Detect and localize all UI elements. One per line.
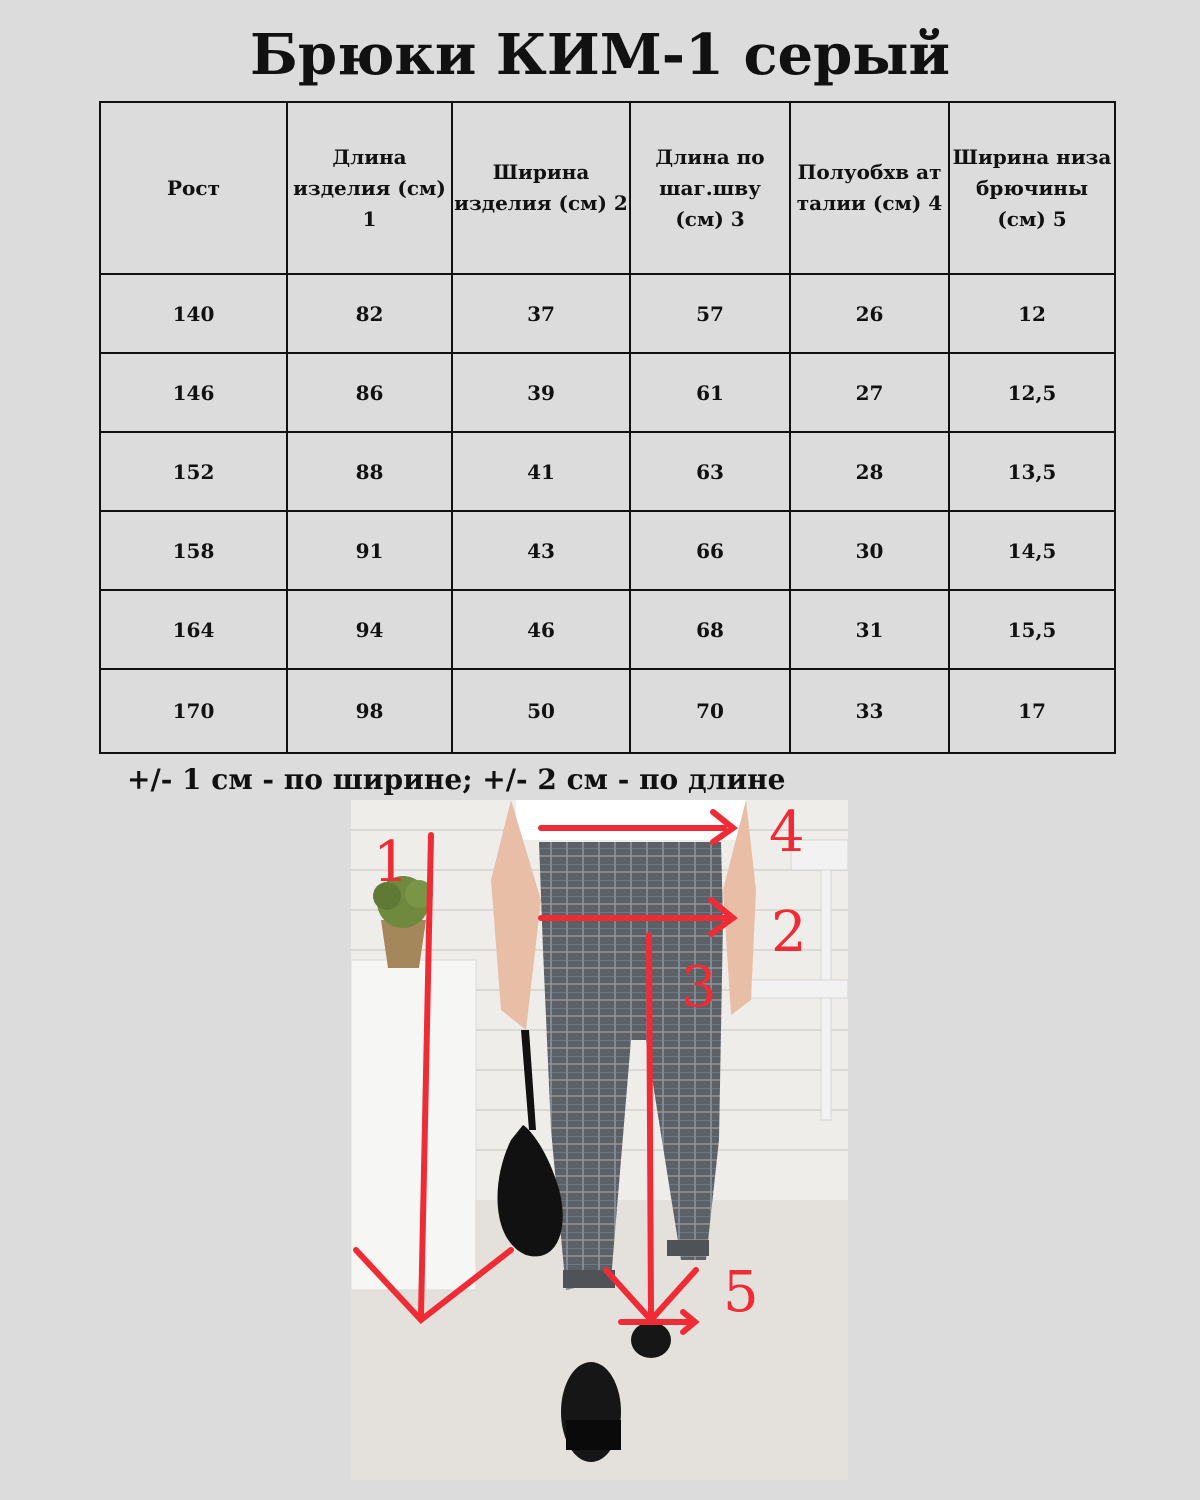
table-cell: 46	[452, 590, 630, 669]
table-cell: 91	[287, 511, 452, 590]
table-row	[100, 274, 1115, 353]
size-table	[99, 101, 1116, 754]
header-inseam: Длина по шаг.шву (см) 3	[630, 102, 790, 274]
table-cell: 88	[287, 432, 452, 511]
table-cell: 146	[100, 353, 287, 432]
table-cell: 28	[790, 432, 949, 511]
table-cell: 43	[452, 511, 630, 590]
table-row	[100, 590, 1115, 669]
table-cell: 50	[452, 669, 630, 753]
table-cell: 86	[287, 353, 452, 432]
table-cell: 12	[949, 274, 1115, 353]
table-cell: 39	[452, 353, 630, 432]
product-photo	[351, 800, 848, 1480]
table-cell: 63	[630, 432, 790, 511]
table-cell: 82	[287, 274, 452, 353]
tolerance-note: +/- 1 см - по ширине; +/- 2 см - по длине	[127, 763, 786, 796]
table-cell: 14,5	[949, 511, 1115, 590]
table-cell: 98	[287, 669, 452, 753]
header-leg-opening: Ширина низа брючины (см) 5	[949, 102, 1115, 274]
header-height: Рост	[100, 102, 287, 274]
measure-marker-2: 2	[771, 900, 807, 965]
table-cell: 70	[630, 669, 790, 753]
table-cell: 33	[790, 669, 949, 753]
table-cell: 27	[790, 353, 949, 432]
table-cell: 26	[790, 274, 949, 353]
table-cell: 12,5	[949, 353, 1115, 432]
table-cell: 152	[100, 432, 287, 511]
measure-marker-5: 5	[723, 1260, 759, 1325]
table-header-row	[100, 102, 1115, 274]
table-cell: 30	[790, 511, 949, 590]
table-row	[100, 432, 1115, 511]
measure-marker-4: 4	[769, 800, 805, 865]
table-cell: 94	[287, 590, 452, 669]
table-cell: 15,5	[949, 590, 1115, 669]
table-cell: 17	[949, 669, 1115, 753]
header-half-waist: Полуобхв ат талии (см) 4	[790, 102, 949, 274]
table-row	[100, 669, 1115, 753]
table-cell: 37	[452, 274, 630, 353]
table-cell: 31	[790, 590, 949, 669]
table-cell: 57	[630, 274, 790, 353]
table-cell: 170	[100, 669, 287, 753]
measure-marker-1: 1	[373, 830, 409, 895]
table-cell: 61	[630, 353, 790, 432]
table-cell: 140	[100, 274, 287, 353]
table-cell: 158	[100, 511, 287, 590]
page-title: Брюки КИМ-1 серый	[250, 22, 950, 88]
table-cell: 66	[630, 511, 790, 590]
table-cell: 41	[452, 432, 630, 511]
table-cell: 13,5	[949, 432, 1115, 511]
measure-marker-3: 3	[681, 955, 717, 1020]
table-row	[100, 353, 1115, 432]
table-cell: 68	[630, 590, 790, 669]
table-row	[100, 511, 1115, 590]
table-cell: 164	[100, 590, 287, 669]
header-width: Ширина изделия (см) 2	[452, 102, 630, 274]
header-length: Длина изделия (см) 1	[287, 102, 452, 274]
